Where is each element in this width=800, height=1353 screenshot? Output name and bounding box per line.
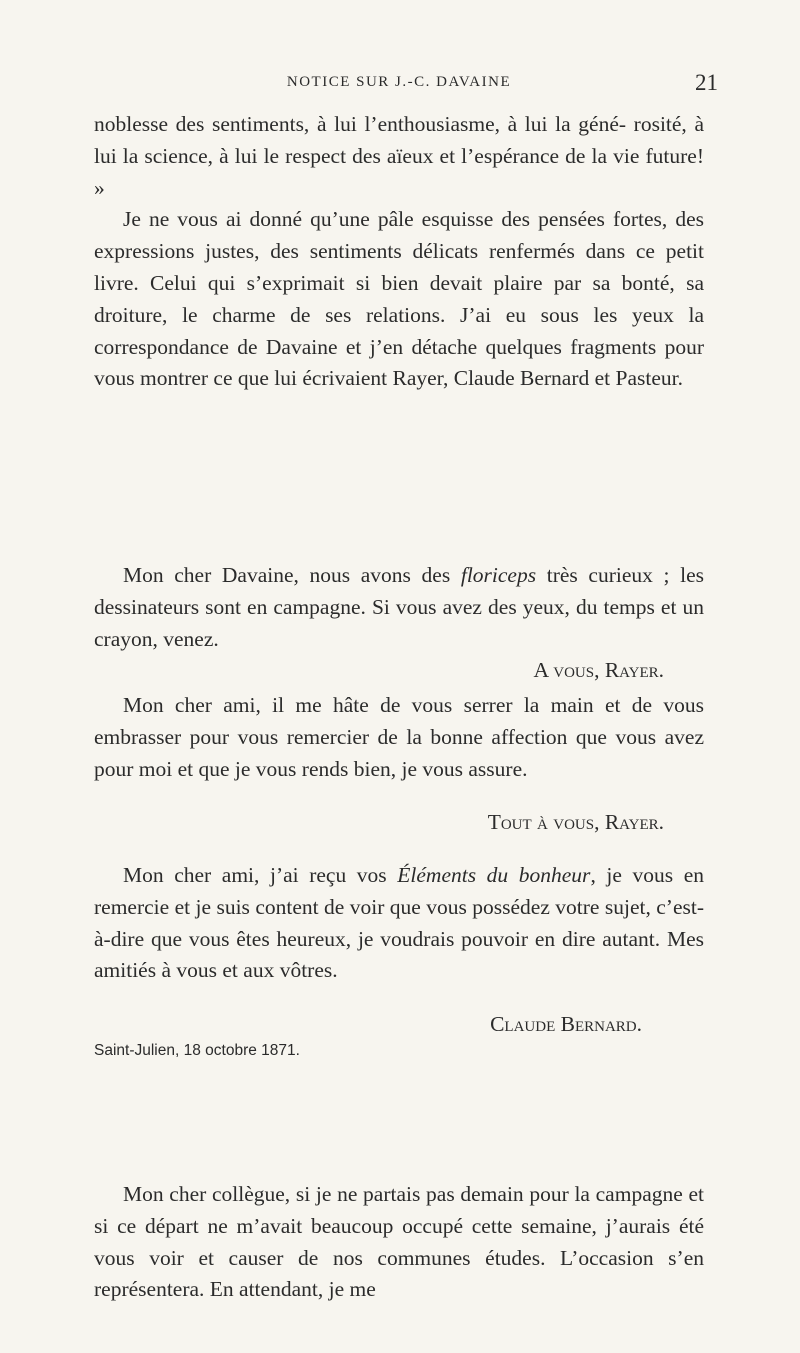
book-title-italic: Éléments du bonheur: [397, 863, 591, 887]
running-title: NOTICE SUR J.-C. DAVAINE: [286, 74, 512, 90]
paragraph-intro: Je ne vous ai donné qu’une pâle esquisse des pensées fortes, des expressions justes, des sentiments délicats renfermés dans ce petit livre. Celui qui s’exprimait si bien devait plaire par sa bonté, sa droiture, le charme de ses relations. J’ai eu sous les yeux la correspondance de Davaine et j’en détache quelques fragments pour vous montrer ce que lui écrivaient Rayer, Claude Bernard et Pasteur.: [94, 207, 704, 391]
letter-body: Mon cher collègue, si je ne partais pas demain pour la campagne et si ce départ ne m’avait beaucoup occupé cette semaine, j’aurais été vous voir et causer de nos communes études. L’occasion s’en représentera. En attendant, je me: [94, 1182, 704, 1302]
signature-text: Tout à vous, Rayer.: [487, 810, 664, 835]
page-number: 21: [695, 70, 718, 95]
letter-text-after: , je vous en remercie et je suis content de voir que vous possédez votre sujet, c’est-à-dire que vous êtes heureux, je voudrais pouvoir en dire autant. Mes amitiés à vous et aux vôtres.: [94, 863, 705, 983]
letter-claude-bernard: [94, 860, 704, 1067]
letter-text-after: très curieux ; les dessinateurs sont en campagne. Si vous avez des yeux, du temps et un crayon, venez.: [94, 563, 704, 651]
letter-rayer-1: [94, 560, 704, 687]
letter-body: Mon cher ami, il me hâte de vous serrer la main et de vous embrasser pour vous remercier de la bonne affection que vous avez pour moi et que je vous rends bien, je vous assure.: [94, 693, 704, 781]
letter-signature: A vous, Rayer.: [533, 658, 664, 683]
page-header: [94, 70, 718, 96]
letter-place-date: Saint-Julien, 18 octobre 1871.: [94, 1041, 300, 1059]
letter-signature: Claude Bernard.: [490, 1012, 642, 1037]
letter-italic-term: floriceps: [460, 563, 537, 587]
letter-colleague: [94, 1179, 704, 1306]
letter-body: [94, 860, 704, 987]
letter-text-before: Mon cher ami, j’ai reçu vos: [123, 863, 398, 887]
intro-continuation: [94, 109, 704, 395]
letter-rayer-2: [94, 690, 704, 839]
letter-text-before: Mon cher Davaine, nous avons des: [123, 563, 461, 587]
letter-body: [94, 560, 704, 655]
paragraph-continuation: noblesse des sentiments, à lui l’enthousiasme, à lui la géné- rosité, à lui la science, à lui le respect des aïeux et l’espérance de la vie future! »: [94, 112, 704, 200]
letter-signature: [94, 807, 704, 839]
